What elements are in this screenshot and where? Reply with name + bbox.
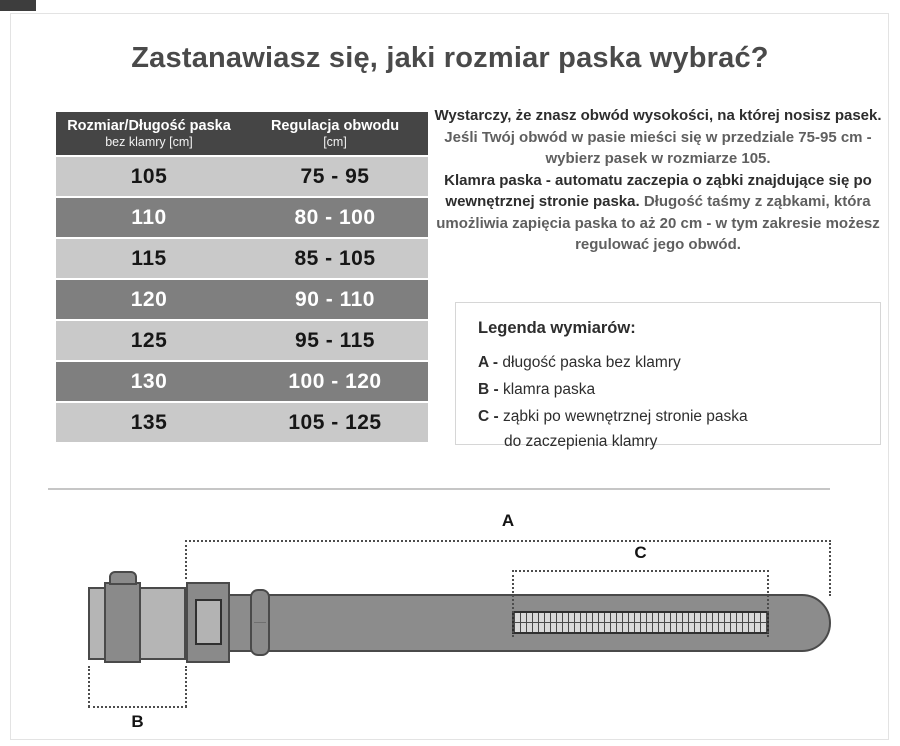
size-cell: 135 bbox=[130, 410, 168, 434]
page-title: Zastanawiasz się, jaki rozmiar paska wybrać? bbox=[131, 42, 769, 74]
header-cell-size bbox=[56, 112, 242, 155]
legend-box bbox=[455, 302, 881, 450]
dimension-c-tick-left bbox=[512, 570, 514, 637]
range-cell: 75 - 95 bbox=[300, 164, 370, 188]
dimension-a-tick-left bbox=[185, 540, 187, 579]
belt-keeper-loop bbox=[250, 589, 270, 656]
dimension-c-line bbox=[512, 570, 769, 572]
dimension-b-tick-left bbox=[88, 666, 90, 707]
size-table-header bbox=[56, 112, 428, 155]
legend-letter-c: C - bbox=[478, 408, 499, 425]
size-table bbox=[56, 112, 428, 442]
corner-bar-decoration bbox=[0, 0, 36, 11]
size-cell: 130 bbox=[130, 369, 168, 393]
range-cell: 95 - 115 bbox=[295, 328, 375, 352]
legend-letter-b: B - bbox=[478, 381, 499, 398]
description-text bbox=[430, 105, 886, 256]
header-cell-adjustment bbox=[242, 112, 428, 155]
table-row bbox=[56, 198, 428, 237]
belt-buckle-band bbox=[104, 582, 141, 663]
legend-item-b bbox=[478, 376, 860, 403]
legend-letter-a: A - bbox=[478, 354, 499, 371]
size-cell: 105 bbox=[130, 164, 168, 188]
range-cell: 105 - 125 bbox=[288, 410, 382, 434]
dimension-a-label: A bbox=[501, 511, 515, 530]
dimension-b-label: B bbox=[131, 712, 144, 731]
table-row bbox=[56, 157, 428, 196]
legend-text-a: długość paska bez klamry bbox=[502, 354, 681, 371]
description-sentence-3: Klamra paska - automatu zaczepia o ząbki znajdujące się po wewnętrznej stronie paska. bbox=[444, 171, 872, 210]
dimension-b-tick-right bbox=[185, 666, 187, 707]
table-row bbox=[56, 403, 428, 442]
description-sentence-1: Wystarczy, że znasz obwód wysokości, na której nosisz pasek. bbox=[434, 107, 882, 124]
legend-text-c-line2: do zaczepienia klamry bbox=[504, 433, 658, 450]
size-cell: 110 bbox=[131, 205, 167, 229]
belt-keeper-seam bbox=[254, 622, 266, 623]
header-size-line2: bez klamry [cm] bbox=[105, 135, 193, 149]
belt-buckle-tab bbox=[109, 571, 137, 585]
belt-clamp-window bbox=[195, 599, 222, 645]
size-cell: 120 bbox=[130, 287, 168, 311]
description-sentence-2: Jeśli Twój obwód w pasie mieści się w przedziale 75-95 cm - wybierz pasek w rozmiarze 105. bbox=[444, 128, 872, 167]
table-row bbox=[56, 362, 428, 401]
dimension-a-line bbox=[185, 540, 831, 542]
header-size-line1: Rozmiar/Długość paska bbox=[67, 118, 231, 134]
belt-buckle-clamp bbox=[186, 582, 230, 663]
dimension-c-tick-right bbox=[767, 570, 769, 637]
table-row bbox=[56, 321, 428, 360]
header-adjustment-line1: Regulacja obwodu bbox=[270, 118, 400, 134]
size-cell: 125 bbox=[130, 328, 168, 352]
section-divider bbox=[48, 488, 830, 490]
legend-text-b: klamra paska bbox=[502, 381, 596, 398]
legend-item-a bbox=[478, 349, 860, 376]
range-cell: 100 - 120 bbox=[288, 369, 382, 393]
header-adjustment-line2: [cm] bbox=[323, 135, 347, 149]
dimension-a-tick-right bbox=[829, 540, 831, 596]
size-cell: 115 bbox=[131, 246, 167, 270]
description-sentence-4: Długość taśmy z ząbkami, która umożliwia zapięcia paska to aż 20 cm - w tym zakresie możesz regulować jego obwód. bbox=[436, 193, 880, 253]
belt-teeth-strip bbox=[512, 611, 769, 634]
range-cell: 90 - 110 bbox=[295, 287, 375, 311]
dimension-b-line bbox=[88, 706, 187, 708]
legend-item-c bbox=[478, 403, 860, 430]
range-cell: 85 - 105 bbox=[294, 246, 376, 270]
table-row bbox=[56, 239, 428, 278]
range-cell: 80 - 100 bbox=[294, 205, 376, 229]
legend-heading: Legenda wymiarów: bbox=[478, 319, 636, 337]
table-row bbox=[56, 280, 428, 319]
dimension-c-label: C bbox=[634, 543, 647, 562]
legend-text-c: ząbki po wewnętrznej stronie paska bbox=[502, 408, 748, 425]
